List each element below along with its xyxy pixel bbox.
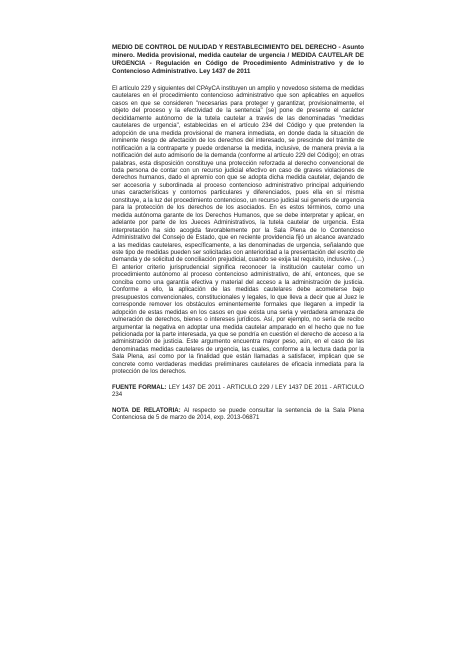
- document-page: [112, 44, 364, 429]
- fuente-formal-label: FUENTE FORMAL:: [112, 383, 167, 391]
- fuente-formal: [112, 384, 364, 399]
- document-body: El artículo 229 y siguientes del CPAyCA instituyen un amplio y novedoso sistema de medidas cautelares en el procedimiento contencioso administrativo que son aplicables en aquellos casos en que se consideren "necesarias para proteger y garantizar, provisionalmente, el objeto del proceso y la efectividad de la sentencia" [se] pone de presente el carácter decididamente autónomo de la tutela cautelar a través de las denominadas "medidas cautelares de urgencia", establecidas en el artículo 234 del Código y que pretenden la adopción de una medida provisional de manera inmediata, en donde dada la situación de inminente riesgo de afectación de los derechos del interesado, se prescinde del trámite de notificación a la contraparte y puede ordenarse la medida, inclusive, de manera previa a la notificación del auto admisorio de la demanda (conforme al artículo 229 del Código); en otras palabras, esta disposición constituye una protección reforzada al derecho convencional de toda persona de contar con un recurso judicial efectivo en caso de graves violaciones de derechos humanos, dado el apremio con que se adopta dicha medida cautelar, dejando de ser accesoria y subordinada al proceso contencioso administrativo principal adquiriendo unas características y contornos particulares y diferenciados, pues ella en sí misma constituye, a la luz del procedimiento contencioso, un recurso judicial sui generis de urgencia para la protección de los derechos de los asociados. En es estos términos, como una medida autónoma garante de los Derechos Humanos, que se debe interpretar y aplicar, en adelante por parte de los Jueces Administrativos, la tutela cautelar de urgencia. Esta interpretación ha sido acogida favorablemente por la Sala Plena de lo Contencioso Administrativo del Consejo de Estado, que en reciente providencia fijó un alcance avanzado a las medidas cautelares, específicamente, a las denominadas de urgencia, señalando que este tipo de medidas pueden ser solicitadas con anterioridad a la presentación del escrito de demanda y de solicitud de conciliación prejudicial, cuando se exija tal requisito, inclusive. (…) El anterior criterio jurisprudencial significa reconocer la institución cautelar como un procedimiento autónomo al proceso contencioso administrativo, de ahí, entonces, que se conciba como una garantía efectiva y material del acceso a la administración de justicia. Conforme a ello, la aplicación de las medidas cautelares debe acometerse bajo presupuestos convencionales, constitucionales y legales, lo que lleva a decir que al Juez le corresponde remover los obstáculos eminentemente formales que llegaren a impedir la adopción de estas medidas en los casos en que exista una seria y verdadera amenaza de vulneración de derechos, bienes o intereses jurídicos. Así, por ejemplo, no sería de recibo argumentar la negativa en adoptar una medida cautelar amparado en el hecho que no fue peticionada por la parte interesada, ya que se pondría en cuestión el derecho de acceso a la administración de justicia. Este argumento encuentra mayor peso, aún, en el caso de las denominadas medidas cautelares de urgencia, las cuales, conforme a la lectura dada por la Sala Plena, así como por la finalidad que están llamadas a satisfacer, implican que se concrete como verdaderas medidas preliminares cautelares de eficacia inmediata para la protección de los derechos.: [112, 85, 365, 376]
- document-title: MEDIO DE CONTROL DE NULIDAD Y RESTABLECIMIENTO DEL DERECHO - Asunto minero. Medida provisional, medida cautelar de urgencia / MEDIDA CAUTELAR DE URGENCIA - Regulación en Código de Procedimiento Administrativo y de lo Contencioso Administrativo. Ley 1437 de 2011: [112, 44, 364, 75]
- nota-relatoria-label: NOTA DE RELATORIA:: [112, 406, 181, 414]
- nota-relatoria-text: Al respecto se puede consultar la sentencia de la Sala Plena Contenciosa de 5 de marzo de 2014, exp. 2013-06871: [112, 406, 364, 422]
- fuente-formal-text: LEY 1437 DE 2011 - ARTICULO 229 / LEY 1437 DE 2011 - ARTICULO 234: [112, 383, 364, 399]
- nota-relatoria: [112, 407, 364, 422]
